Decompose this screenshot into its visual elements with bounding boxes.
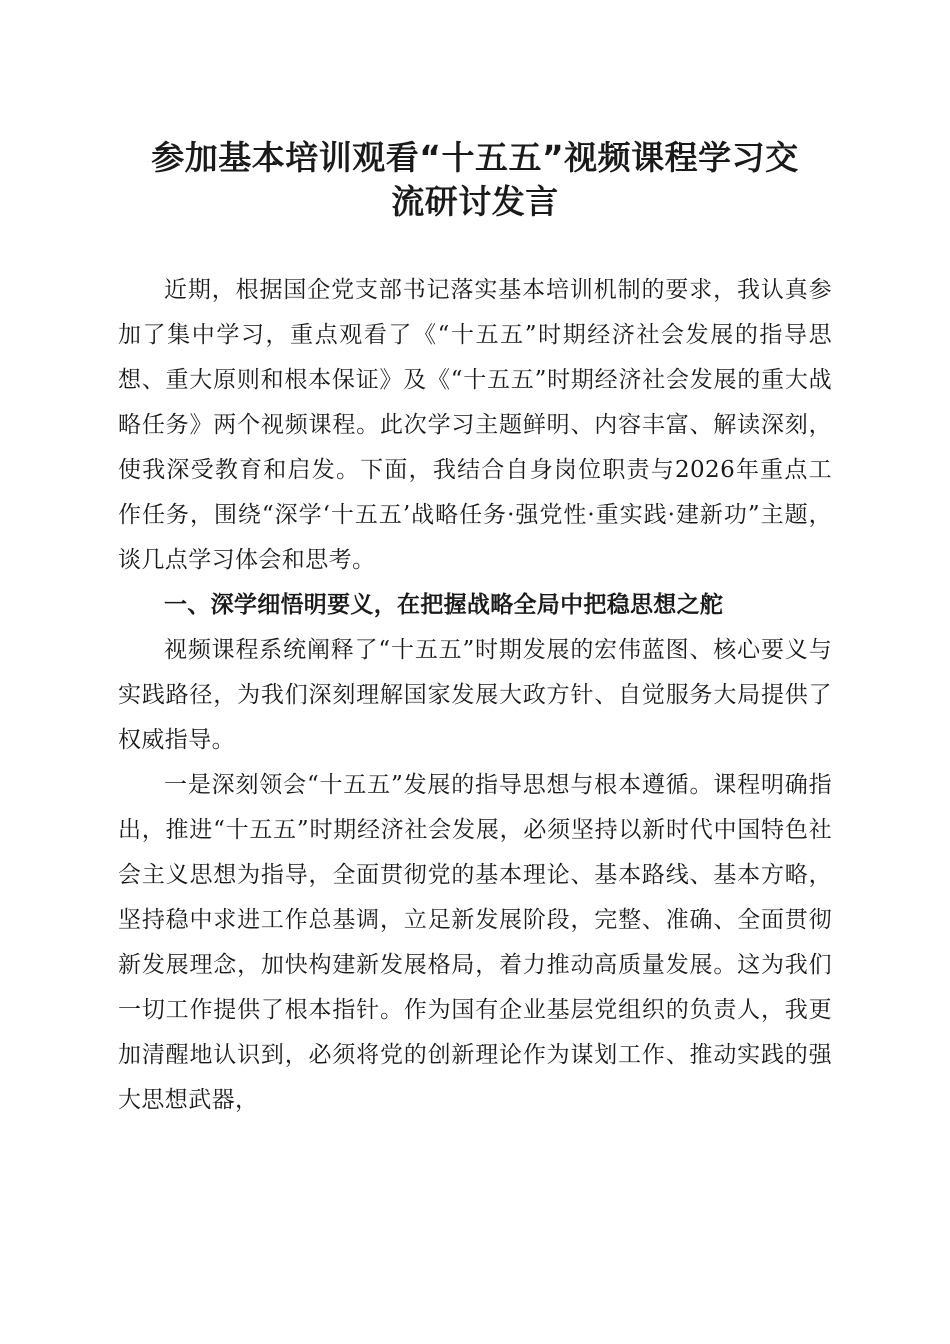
section-1-intro-paragraph: 视频课程系统阐释了“十五五”时期发展的宏伟蓝图、核心要义与实践路径，为我们深刻理解国家发展大政方针、自觉服务大局提供了权威指导。 — [118, 637, 832, 753]
title-line-1: 参加基本培训观看“十五五”视频课程学习交 — [151, 138, 799, 177]
point-1-lead: 一是深刻领会“十五五”发展的指导思想与根本遵循。 — [164, 772, 714, 798]
point-1-paragraph — [118, 763, 832, 1123]
document-title — [118, 136, 832, 224]
point-1-body: 课程明确指出，推进“十五五”时期经济社会发展，必须坚持以新时代中国特色社会主义思想为指导，全面贯彻党的基本理论、基本路线、基本方略，坚持稳中求进工作总基调，立足新发展阶段，完整、准确、全面贯彻新发展理念，加快构建新发展格局，着力推动高质量发展。这为我们一切工作提供了根本指针。作为国有企业基层党组织的负责人，我更加清醒地认识到，必须将党的创新理论作为谋划工作、推动实践的强大思想武器， — [118, 772, 832, 1113]
document-page — [118, 0, 832, 1123]
section-heading-1: 一、深学细悟明要义，在把握战略全局中把稳思想之舵 — [164, 592, 724, 618]
intro-paragraph: 近期，根据国企党支部书记落实基本培训机制的要求，我认真参加了集中学习，重点观看了《“十五五”时期经济社会发展的指导思想、重大原则和根本保证》及《“十五五”时期经济社会发展的重大战略任务》两个视频课程。此次学习主题鲜明、内容丰富、解读深刻，使我深受教育和启发。下面，我结合自身岗位职责与2026年重点工作任务，围绕“深学‘十五五’战略任务·强党性·重实践·建新功”主题，谈几点学习体会和思考。 — [118, 277, 832, 573]
document-body — [118, 268, 832, 1123]
title-line-2: 流研讨发言 — [391, 182, 559, 221]
